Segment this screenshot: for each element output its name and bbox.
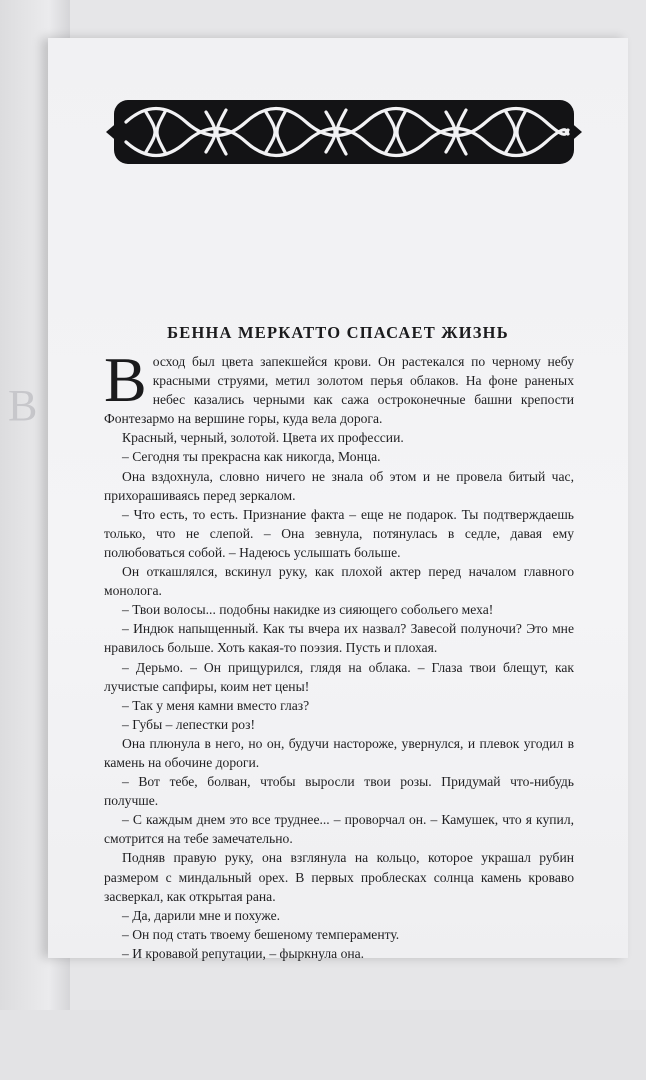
left-page-letter: В (8, 381, 38, 430)
paragraph: – Он под стать твоему бешеному темпераменту. (122, 926, 400, 942)
paragraph: – И кровавой репутации, – фыркнула она. (122, 945, 365, 961)
paragraph: – Так у меня камни вместо глаз? (122, 697, 310, 713)
paragraph: Красный, черный, золотой. Цвета их профессии. (122, 430, 404, 446)
table-surface (0, 1010, 646, 1080)
paragraph: – Да, дарили мне и похуже. (122, 907, 281, 923)
paragraph: – Дерьмо. – Он прищурился, глядя на облака. – Глаза твои блещут, как лучистые сапфиры, коим нет цены! (104, 659, 574, 694)
paragraph: Он откашлялся, вскинул руку, как плохой актер перед началом главного монолога. (104, 564, 574, 599)
paragraph-1 (104, 344, 574, 428)
drop-cap: В (104, 344, 147, 415)
paragraph: – Сегодня ты прекрасна как никогда, Монца. (122, 449, 381, 465)
chapter-body (104, 344, 574, 963)
paragraph: – Губы – лепестки роз! (122, 716, 256, 732)
celtic-knot-border-icon (106, 80, 582, 184)
paragraph: – С каждым днем это все труднее... – проворчал он. – Камушек, что я купил, смотрится на тебе замечательно. (104, 812, 574, 847)
paragraph: – Твои волосы... подобны накидке из сияющего собольего меха! (122, 602, 494, 618)
paragraph: – Что есть, то есть. Признание факта – еще не подарок. Ты подтверждаешь только, что не слепой. – Она зевнула, потянулась в седле, давая ему полюбоваться собой. – Надеюсь услышать больше. (104, 506, 574, 560)
paragraph: Она вздохнула, словно ничего не знала об этом и не провела битый час, прихорашиваясь перед зеркалом. (104, 468, 574, 503)
paragraph: – Индюк напыщенный. Как ты вчера их назвал? Завесой полуночи? Это мне нравилось больше. Хоть какая-то поэзия. Пусть и плохая. (104, 621, 574, 656)
book-page (48, 38, 628, 961)
chapter-title: БЕННА МЕРКАТТО СПАСАЕТ ЖИЗНЬ (167, 323, 509, 342)
paragraph-text: осход был цвета запекшейся крови. Он растекался по черному небу красными струями, метил золотом перья облаков. На фоне раненых небес казались черными как сажа остроконечные башни крепости Фонтезармо на вершине горы, куда вела дорога. (104, 354, 574, 427)
paragraph: – Вот тебе, болван, чтобы выросли твои розы. Придумай что-нибудь получше. (104, 774, 574, 809)
paragraph: Подняв правую руку, она взглянула на кольцо, которое украшал рубин размером с миндальный орех. В первых проблесках солнца камень кроваво засверкал, как открытая рана. (104, 850, 574, 904)
paragraph: Она плюнула в него, но он, будучи настороже, увернулся, и плевок угодил в камень на обочине дороги. (104, 735, 574, 770)
